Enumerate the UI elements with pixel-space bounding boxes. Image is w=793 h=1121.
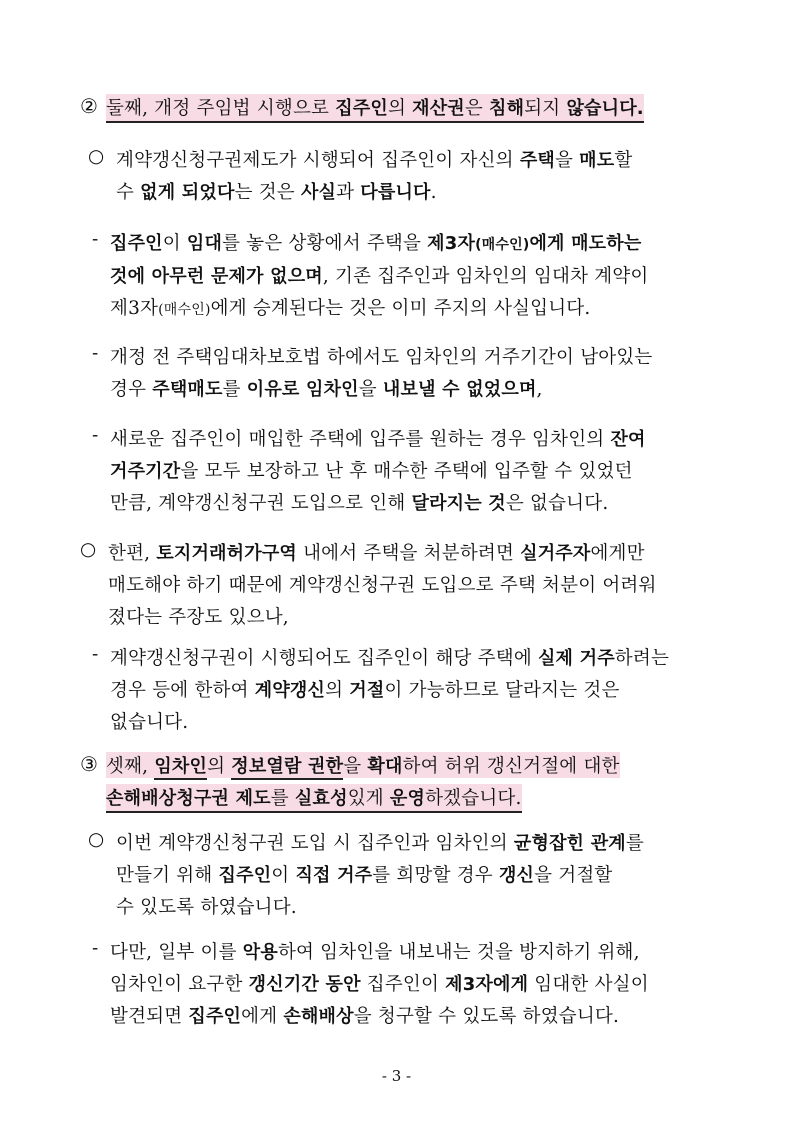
- text-run: 수: [116, 182, 141, 203]
- text-run: 을 모두 보장하고 난 후 매수한 주택에 입주할 수 있었던: [180, 461, 633, 482]
- text-line: [116, 829, 644, 855]
- bullet-icon: ○: [88, 829, 105, 850]
- bold-text: 균형잡힌 관계: [513, 833, 626, 854]
- bold-text: 집주인: [218, 865, 272, 886]
- bold-text: (매수인): [475, 237, 530, 253]
- bold-text: 제3자: [427, 233, 476, 254]
- text-run: 새로운 집주인이 매입한 주택에 입주를 원하는 경우 임차인의: [110, 429, 611, 450]
- bold-text: 에게 매도하는: [529, 233, 642, 254]
- text-run: 있게: [347, 788, 390, 809]
- text-run: ,: [536, 379, 543, 400]
- text-run: 발견되면: [110, 1006, 189, 1027]
- text-line: 개정 전 주택임대차보호법 하에서도 임차인의 거주기간이 남아있는: [110, 347, 653, 368]
- text-run: 은 없습니다.: [505, 493, 609, 514]
- text-run: 이: [162, 233, 187, 254]
- text-run: 을: [555, 150, 580, 171]
- bullet-icon: ○: [88, 146, 105, 167]
- text-run: 임대한 사실이: [528, 974, 649, 995]
- text-line: [110, 294, 590, 320]
- dash-marker: -: [92, 229, 99, 250]
- text-line: 졌다는 주장도 있으나,: [108, 607, 289, 628]
- bold-text: 사실: [300, 182, 337, 203]
- page-number: - 3 -: [381, 1067, 412, 1085]
- text-run: 을: [358, 379, 383, 400]
- section-number: ②: [80, 94, 99, 118]
- dash-marker: -: [92, 425, 99, 446]
- text-run: 경우 등에 한하여: [110, 680, 255, 701]
- text-line: [116, 861, 613, 887]
- bold-text: 토지거래허가구역: [156, 543, 298, 564]
- bold-text: 확대: [367, 756, 403, 777]
- bold-text: 것에 아무런 문제가 없으며: [110, 266, 323, 287]
- bold-text: 정보열람 권한: [231, 756, 343, 780]
- bold-text: 집주인: [110, 233, 163, 254]
- text-run: (매수인): [158, 302, 211, 318]
- text-run: 에게만: [590, 543, 645, 564]
- bold-text: 실거주자: [520, 543, 591, 564]
- text-run: 를: [625, 833, 644, 854]
- text-run: 만들기 위해: [116, 865, 219, 886]
- text-run: 다만, 일부 이를: [110, 942, 243, 963]
- bold-text: 달라지는 것: [411, 493, 506, 514]
- dash-marker: -: [92, 343, 99, 364]
- text-run: 되지: [524, 98, 567, 119]
- bold-text: 주택: [519, 150, 556, 171]
- bold-text: 이유로 임차인: [246, 379, 359, 400]
- text-run: 하여 허위 갱신거절에 대한: [402, 756, 620, 777]
- text-run: 은: [464, 98, 490, 119]
- text-run: 할: [614, 150, 633, 171]
- text-run: .: [430, 182, 437, 203]
- bold-text: 잔여: [610, 429, 646, 450]
- bold-text: 집주인: [188, 1006, 242, 1027]
- text-run: 하여 임차인을 내보내는 것을 방지하기 위해,: [277, 942, 640, 963]
- text-line: [116, 146, 632, 172]
- text-line: [116, 178, 437, 204]
- dash-marker: -: [92, 938, 99, 959]
- bold-text: 직접 거주: [295, 865, 373, 886]
- bold-text: 손해배상청구권 제도: [106, 788, 271, 809]
- text-line: [110, 644, 669, 670]
- bold-text: 내보낼 수 없었으며: [382, 379, 537, 400]
- text-run: , 기존 집주인과 임차인의 임대차 계약이: [322, 266, 649, 287]
- text-run: 의: [207, 756, 232, 777]
- text-run: 의: [325, 680, 350, 701]
- text-run: 에게: [241, 1006, 284, 1027]
- text-line: 없습니다.: [110, 712, 189, 733]
- bold-text: 갱신: [498, 865, 535, 886]
- bold-text: 임대: [186, 233, 223, 254]
- text-line: [108, 539, 645, 565]
- text-run: 이 가능하므로 달라지는 것은: [384, 680, 620, 701]
- text-run: 계약갱신청구권이 시행되어도 집주인이 해당 주택에: [110, 648, 538, 669]
- bold-text: 매도: [579, 150, 615, 171]
- text-run: 계약갱신청구권제도가 시행되어 집주인이 자신의: [116, 150, 520, 171]
- text-run: 에게 승계된다는 것은 이미 주지의 사실입니다.: [210, 298, 591, 319]
- bold-text: 주택매도: [152, 379, 223, 400]
- text-line: [110, 457, 633, 483]
- bullet-icon: ○: [80, 539, 97, 560]
- text-run: 를: [270, 788, 295, 809]
- bold-text: 침해: [489, 98, 525, 119]
- bold-text: 거절: [349, 680, 385, 701]
- bold-text: 재산권: [412, 98, 465, 119]
- text-run: 셋째,: [106, 756, 155, 777]
- bold-text: 임차인: [154, 756, 207, 780]
- bold-text: 거주기간: [110, 461, 181, 482]
- text-run: 를 희망할 경우: [372, 865, 499, 886]
- bold-text: 악용: [242, 942, 278, 963]
- text-line: 수 있도록 하였습니다.: [116, 897, 297, 918]
- text-line: [110, 676, 620, 702]
- text-line: [110, 229, 641, 255]
- text-run: 과: [336, 182, 361, 203]
- bold-text: 제3자에게: [445, 974, 529, 995]
- section-title-line: [106, 752, 620, 778]
- text-line: [110, 938, 640, 964]
- dash-marker: -: [92, 644, 99, 665]
- text-line: 매도해야 하기 때문에 계약갱신청구권 도입으로 주택 처분이 어려워: [108, 575, 657, 596]
- text-run: 둘째, 개정 주임법 시행으로: [106, 98, 336, 119]
- text-run: 경우: [110, 379, 153, 400]
- text-run: 하겠습니다.: [425, 788, 522, 809]
- text-run: 이: [271, 865, 296, 886]
- bold-text: 갱신기간 동안: [248, 974, 361, 995]
- bold-text: 실효성: [294, 788, 348, 809]
- text-run: 를 놓은 상황에서 주택을: [222, 233, 428, 254]
- text-run: 을 청구할 수 있도록 하였습니다.: [353, 1006, 620, 1027]
- text-line: [110, 489, 608, 515]
- text-run: 을 거절할: [534, 865, 613, 886]
- text-line: [110, 425, 646, 451]
- text-run: 이번 계약갱신청구권 도입 시 집주인과 임차인의: [116, 833, 514, 854]
- bold-text: 집주인: [335, 98, 388, 119]
- text-line: [110, 1002, 619, 1028]
- text-run: 만큼, 계약갱신청구권 도입으로 인해: [110, 493, 412, 514]
- bold-text: 않습니다.: [566, 98, 644, 119]
- text-run: 는 것은: [234, 182, 301, 203]
- bold-text: 손해배상: [283, 1006, 354, 1027]
- bold-text: 계약갱신: [254, 680, 326, 701]
- text-line: [110, 375, 543, 401]
- bold-text: 운영: [389, 788, 426, 809]
- section-number: ③: [80, 752, 99, 776]
- text-run: 임차인이 요구한: [110, 974, 249, 995]
- bold-text: 실제 거주: [537, 648, 615, 669]
- bold-text: 다릅니다: [360, 182, 431, 203]
- text-run: 하려는: [614, 648, 670, 669]
- text-line: [110, 262, 649, 288]
- text-run: 내에서 주택을 처분하려면: [297, 543, 521, 564]
- section-title-line: [106, 784, 522, 813]
- section-title: [106, 94, 644, 123]
- bold-text: 없게 되었다: [140, 182, 235, 203]
- text-run: 집주인이: [360, 974, 446, 995]
- text-run: 한편,: [108, 543, 157, 564]
- text-run: 의: [387, 98, 413, 119]
- text-line: [110, 970, 649, 996]
- text-run: 제3자: [110, 298, 159, 319]
- text-run: 을: [343, 756, 368, 777]
- text-run: 를: [222, 379, 247, 400]
